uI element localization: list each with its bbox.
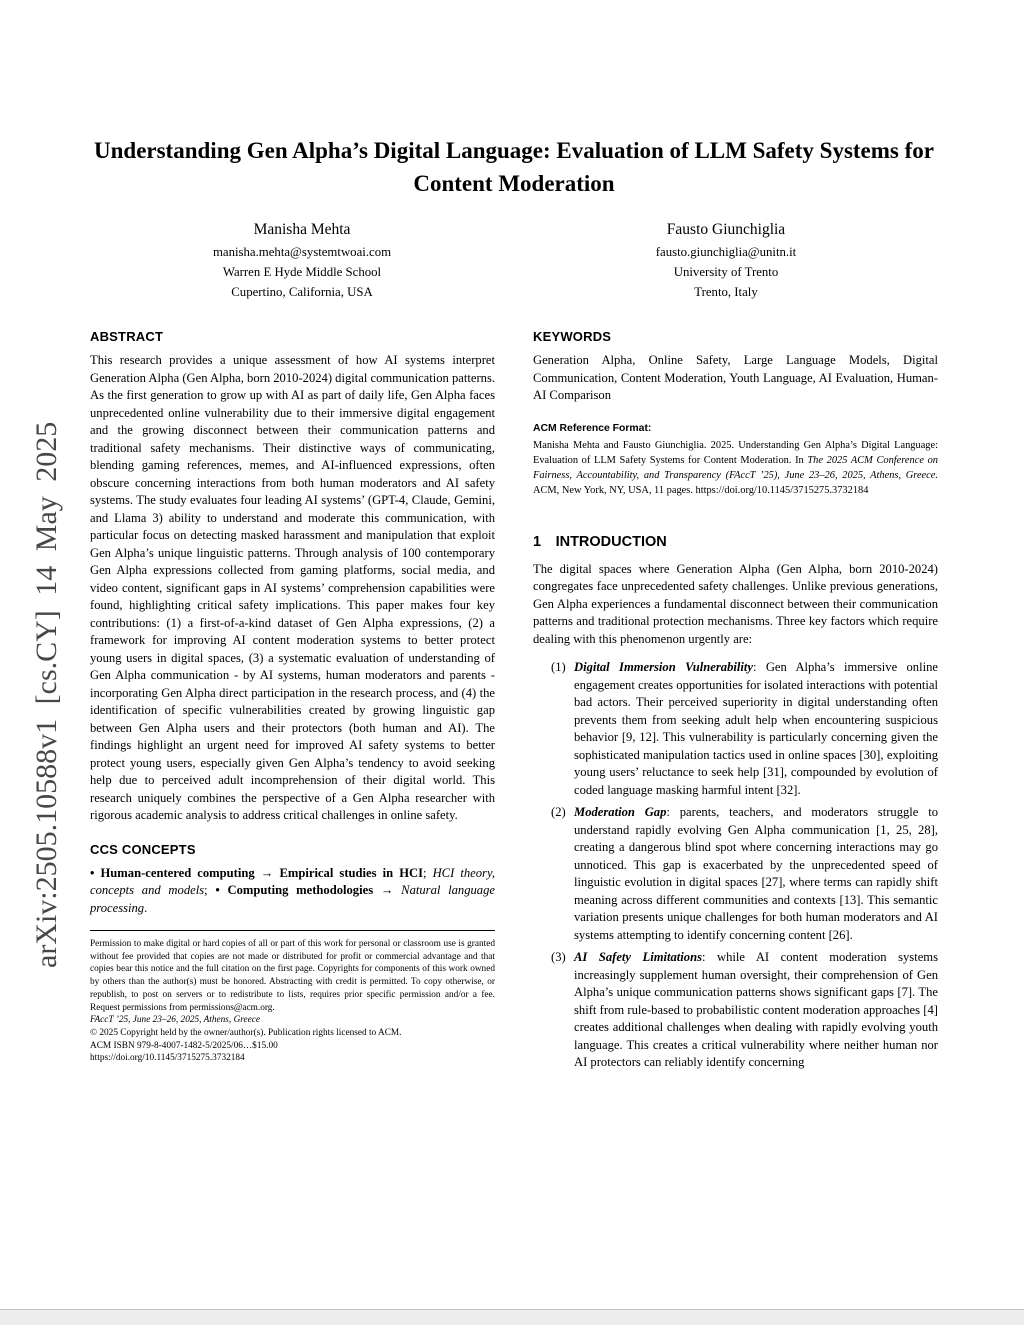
ccs-concept-hci-theory: HCI theory, concepts and models: [90, 865, 495, 897]
list-item-1-body: : Gen Alpha’s immersive online engagement creates opportunities for isolated interactions with potential bad actors. Their perceived superiority in digital understanding often prevents them from seeking adult help when encountering suspicious behavior [9, 12]. This vulnerability is particularly concerning given the sophisticated manipulation tactics used in online spaces [30], exploiting young users’ reluctance to seek help [31], compounded by evolution of coded language masking harmful intent [32].: [574, 660, 938, 797]
two-column-body: [90, 329, 938, 1077]
ccs-period: .: [144, 900, 148, 915]
author-1: [90, 217, 514, 302]
permission-venue: FAccT ’25, June 23–26, 2025, Athens, Greece: [90, 1015, 261, 1026]
permission-copyright: © 2025 Copyright held by the owner/author(s). Publication rights licensed to ACM.: [90, 1027, 402, 1038]
author-2-affiliation: University of Trento: [673, 265, 779, 279]
abstract-heading: ABSTRACT: [90, 329, 164, 344]
permission-text: Permission to make digital or hard copies of all or part of this work for personal or classroom use is granted without fee provided that copies are not made or distributed for profit or commercial advantage and that copies bear this notice and the full citation on the first page. Copyrights for components of this work owned by others than the author(s) must be honored. Abstracting with credit is permitted. To copy otherwise, or republish, to post on servers or to redistribute to lists, requires prior specific permission and/or a fee. Request permissions from permissions@acm.org.: [90, 939, 495, 1013]
list-item-3: [533, 949, 938, 1072]
author-1-location: Cupertino, California, USA: [231, 285, 373, 299]
list-item-2-title: Moderation Gap: [574, 805, 667, 819]
acm-reference-part-1: Manisha Mehta and Fausto Giunchiglia. 2025. Understanding Gen Alpha’s Digital Language: Evaluation of LLM Safety Systems for Content Moderation. In: [533, 439, 938, 466]
ccs-concept-computing-methodologies: • Computing methodologies →: [215, 883, 402, 897]
author-2-email[interactable]: fausto.giunchiglia@unitn.it: [655, 245, 797, 259]
right-column: [533, 329, 938, 1077]
list-item-1-number: (1): [551, 660, 566, 674]
list-item-2-body: : parents, teachers, and moderators struggle to understand rapidly evolving Gen Alpha communication [1, 25, 28], creating a dangerous blind spot where concerning interactions may go unnoticed. This gap is exacerbated by the unprecedented speed of linguistic evolution in digital spaces [27], where terms can rapidly shift meaning across different communities and contexts [13]. This semantic variation presents unique challenges for both human moderators and AI systems attempting to identify concerning content [26].: [574, 805, 938, 942]
paper-page: [90, 0, 938, 1077]
list-item-3-paragraph: [574, 949, 938, 1072]
permission-doi-link[interactable]: https://doi.org/10.1145/3715275.3732184: [90, 1053, 245, 1064]
author-block: [90, 217, 938, 302]
ccs-section: [90, 842, 495, 918]
page-edge-divider: [0, 1309, 1024, 1325]
acm-reference-text: [533, 438, 938, 498]
author-1-affiliation: Warren E Hyde Middle School: [222, 265, 382, 279]
ccs-heading: CCS CONCEPTS: [90, 841, 196, 857]
ccs-concept-nlp: Natural language processing: [90, 883, 495, 915]
list-item-3-number: (3): [551, 950, 566, 964]
list-item-1: [533, 659, 938, 799]
ccs-separator-1: ;: [422, 865, 433, 880]
introduction-lead: The digital spaces where Generation Alpha (Gen Alpha, born 2010-2024) congregates face unprecedented safety challenges. Unlike previous generations, Gen Alpha experiences a fundamental disconnect between their communication patterns and traditional protection mechanisms. Three key factors which require dealing with this phenomenon urgently are:: [533, 561, 938, 646]
list-item-1-title: Digital Immersion Vulnerability: [574, 660, 753, 674]
acm-reference-doi-link[interactable]: https://doi.org/10.1145/3715275.3732184: [695, 484, 869, 496]
keywords-text: Generation Alpha, Online Safety, Large Language Models, Digital Communication, Content Moderation, Youth Language, AI Evaluation, Human-AI Comparison: [533, 353, 938, 402]
introduction-heading: 1 INTRODUCTION: [533, 533, 667, 550]
list-item-2: [533, 804, 938, 944]
author-2-name: Fausto Giunchiglia: [666, 221, 786, 238]
acm-reference-block: [533, 421, 938, 498]
author-1-email[interactable]: manisha.mehta@systemtwoai.com: [212, 245, 392, 259]
list-item-1-paragraph: [574, 659, 938, 799]
list-item-3-body: : while AI content moderation systems increasingly supplement human oversight, their comprehension of Gen Alpha’s unique communication patterns shows significant gaps [7]. The shift from rule-based to probabilistic content moderation approaches [4] creates additional challenges when dealing with rapidly evolving youth language. This creates a critical vulnerability where neither human nor AI protectors can reliably identify concerning: [574, 950, 938, 1069]
list-item-3-title: AI Safety Limitations: [574, 950, 702, 964]
keywords-heading: KEYWORDS: [533, 329, 612, 344]
ccs-concept-human-centered: • Human-centered computing → Empirical studies in HCI: [90, 865, 423, 880]
author-2-location: Trento, Italy: [694, 285, 758, 299]
key-factors-list: [533, 659, 938, 1072]
acm-reference-part-3: ACM, New York, NY, USA, 11 pages.: [533, 484, 696, 496]
ccs-text: [90, 865, 495, 918]
acm-reference-heading: ACM Reference Format:: [533, 422, 652, 434]
author-1-name: Manisha Mehta: [253, 221, 351, 238]
list-item-2-paragraph: [574, 804, 938, 944]
acm-reference-venue: The 2025 ACM Conference on Fairness, Accountability, and Transparency (FAccT ’25), June 23–26, 2025, Athens, Greece.: [533, 454, 938, 481]
arxiv-watermark: arXiv:2505.10588v1 [cs.CY] 14 May 2025: [30, 421, 63, 968]
list-item-2-number: (2): [551, 805, 566, 819]
left-column: [90, 329, 495, 1077]
permission-isbn: ACM ISBN 979-8-4007-1482-5/2025/06…$15.00: [90, 1040, 278, 1051]
copyright-block: [90, 930, 495, 1065]
abstract-text: This research provides a unique assessment of how AI systems interpret Generation Alpha (Gen Alpha, born 2010-2024) digital communication patterns. As the first generation to grow up with AI as part of daily life, Gen Alpha faces unprecedented online vulnerability due to their immersive digital engagement and the growing disconnect between their communication patterns and traditional safety mechanisms. Their distinctive ways of communicating, blending gaming references, memes, and AI-influenced expressions, often obscure concerning interactions from both human moderators and AI safety systems. The study evaluates four leading AI systems’ (GPT-4, Claude, Gemini, and Llama 3) ability to understand and moderate this communication, with particular focus on detecting masked harassment and manipulation that exploit Gen Alpha’s unique linguistic patterns. Through analysis of 100 contemporary Gen Alpha expressions collected from gaming platforms, social media, and video content, significant gaps in AI systems’ comprehension capabilities were found, highlighting critical safety implications. This paper makes four key contributions: (1) a first-of-a-kind dataset of Gen Alpha expressions, (2) a framework for improving AI content moderation systems to better protect young users in digital spaces, (3) a systematic evaluation of understanding of Gen Alpha communication - by AI systems, human moderators and parents - incorporating Gen Alpha direct participation in the research process, and (4) the identification of specific vulnerabilities created by growing linguistic gap between Gen Alpha users and their protectors (both human and AI). The findings highlight an urgent need for improved AI safety systems to better protect young users, especially given Gen Alpha’s tendency to avoid seeking help due to perceived adult incomprehension of their digital world. This research uniquely combines the perspective of a Gen Alpha researcher with rigorous academic analysis to address critical challenges in online safety.: [90, 353, 496, 822]
ccs-separator-2: ;: [204, 883, 216, 897]
paper-title: Understanding Gen Alpha’s Digital Language: Evaluation of LLM Safety Systems for Content Moderation: [94, 138, 934, 196]
author-2: [514, 217, 938, 302]
